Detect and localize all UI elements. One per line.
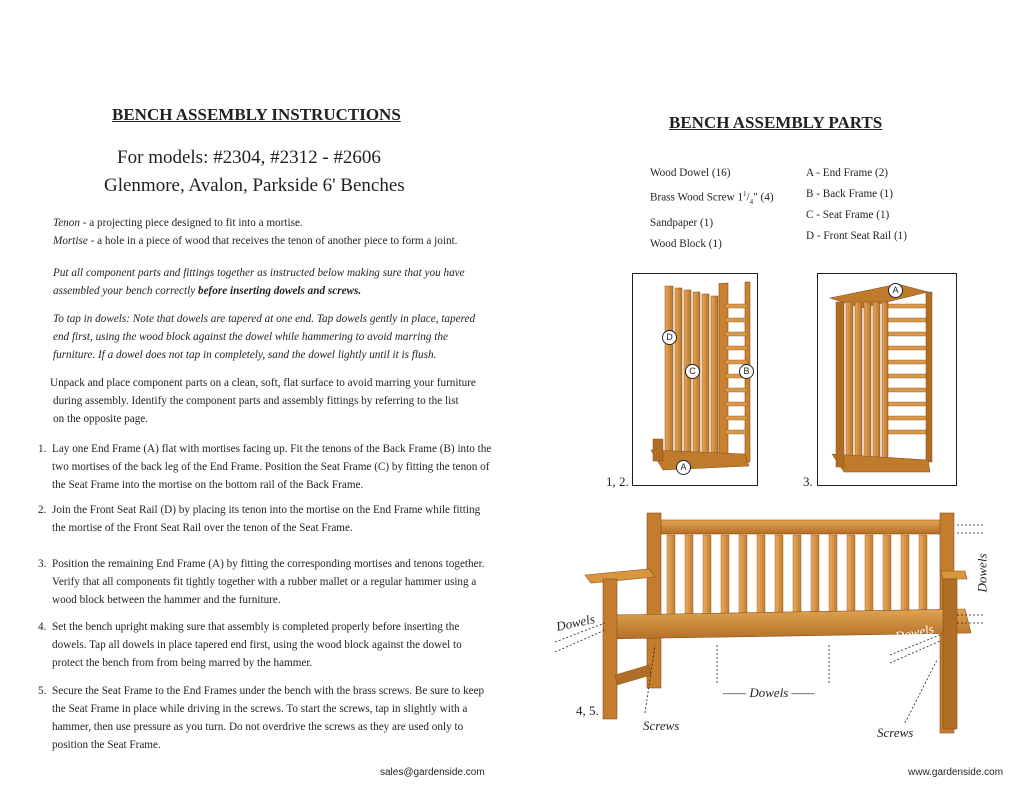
screw-prefix: Brass Wood Screw 1 (650, 191, 744, 204)
figure-3-illustration (818, 274, 956, 485)
dowel-line-3: furniture. If a dowel does not tap in completely, sand the dowel lightly until it is flush. (53, 349, 437, 361)
put-line-1: Put all component parts and fittings together as instructed below making sure that you have (53, 267, 465, 279)
part-wood-block: Wood Block (1) (650, 237, 722, 250)
mortise-definition (53, 232, 513, 250)
tenon-term: Tenon (53, 217, 80, 229)
screws-label-right: Screws (877, 725, 914, 740)
label-c: C (685, 364, 700, 379)
mortise-term: Mortise (53, 235, 88, 247)
figure-3-label: 3. (803, 474, 813, 489)
put-line-2 (53, 282, 513, 300)
website-link[interactable]: www.gardenside.com (908, 767, 1004, 778)
mortise-def: - a hole in a piece of wood that receives the tenon of another piece to form a joint. (87, 235, 458, 247)
step-text: Lay one End Frame (A) flat with mortises facing up. Fit the tenons of the Back Frame (B) into the two mortises of the back leg of the End Frame. Position the Seat Frame (C) by fitting the tenon of the Seat Frame into the mortise on the bottom rail of the Back Frame. (52, 443, 492, 491)
part-brass-screw: Brass Wood Screw $1^1/_4$" (4) (650, 190, 774, 206)
figure-4-5-label: 4, 5. (576, 703, 599, 718)
figure-3-frame (817, 273, 957, 486)
part-sandpaper: Sandpaper (1) (650, 216, 714, 229)
label-a-top: A (888, 283, 903, 298)
label-d: D (662, 330, 677, 345)
screw-suffix: " (4) (753, 191, 774, 204)
step-4 (38, 618, 498, 672)
bench-illustration (545, 505, 1020, 755)
put-line-2a: assembled your bench correctly (53, 285, 198, 297)
step-2 (38, 501, 498, 537)
figure-1-2-label: 1, 2. (606, 474, 629, 489)
screws-label-left: Screws (643, 718, 680, 733)
parts-list-left (650, 163, 774, 255)
dowel-line-1: To tap in dowels: Note that dowels are tapered at one end. Tap dowels gently in place, tapered (53, 313, 476, 325)
models-line1: For models: #2304, #2312 - #2606 (117, 147, 381, 168)
put-together-note (53, 264, 513, 300)
step-number: 5. (38, 685, 47, 697)
put-line-2b: before inserting dowels and screws. (197, 285, 362, 297)
step-text: Secure the Seat Frame to the End Frames under the bench with the brass screws. Be sure to keep the Seat Frame in place while driving in the screws. To start the screws, tap in slightly with a hammer, then use pressure as you turn. Do not overdrive the screws as they are used only to position the Seat Frame. (52, 685, 485, 751)
dowels-label-center: —— Dowels —— (723, 685, 815, 700)
instructions-title: BENCH ASSEMBLY INSTRUCTIONS (112, 105, 401, 124)
tenon-def: - a projecting piece designed to fit into a mortise. (79, 217, 303, 229)
step-number: 3. (38, 558, 47, 570)
part-seat-frame: C - Seat Frame (1) (806, 209, 890, 221)
dowel-line-2: end first, using the wood block against the dowel while hammering to avoid marring the (53, 331, 448, 343)
step-5 (38, 682, 498, 754)
dowels-label-left: Dowels (554, 611, 597, 634)
step-number: 1. (38, 443, 47, 455)
figure-4-5 (545, 505, 1020, 755)
part-front-seat-rail: D - Front Seat Rail (1) (806, 230, 907, 242)
parts-list-right (806, 163, 907, 247)
step-number: 2. (38, 504, 47, 516)
figure-1-2-illustration (633, 274, 757, 485)
dowel-note (53, 310, 513, 364)
part-end-frame: A - End Frame (2) (806, 167, 889, 179)
unpack-line-2: during assembly. Identify the component parts and assembly fittings by referring to the list (53, 395, 459, 407)
parts-title: BENCH ASSEMBLY PARTS (669, 113, 883, 132)
step-text: Set the bench upright making sure that assembly is completed properly before inserting the dowels. Tap all dowels in place tapered end first, using the wood block against the dowel to protect the bench from from being marred by the hammer. (52, 621, 462, 669)
screw-frac-den: 4 (749, 197, 754, 206)
models-line2: Glenmore, Avalon, Parkside 6' Benches (104, 175, 405, 196)
step-text: Join the Front Seat Rail (D) by placing its tenon into the mortise on the End Frame while fitting the mortise of the Front Seat Rail over the tenon of the Seat Frame. (52, 504, 481, 534)
unpack-line-3: on the opposite page. (53, 413, 149, 425)
part-back-frame: B - Back Frame (1) (806, 188, 893, 200)
tenon-definition (53, 214, 513, 232)
definitions (53, 214, 513, 250)
step-3 (38, 555, 498, 609)
label-a: A (676, 460, 691, 475)
step-1 (38, 440, 498, 494)
step-text: Position the remaining End Frame (A) by fitting the corresponding mortises and tenons together. Verify that all components fit tightly together with a rubber mallet or a regular hammer using a wood block between the hammer and the furniture. (52, 558, 485, 606)
unpack-note (50, 374, 510, 428)
dowels-label-seat: Dowels (893, 621, 936, 644)
dowels-label-right: Dowels (974, 553, 990, 593)
sales-email[interactable]: sales@gardenside.com (380, 767, 485, 778)
part-wood-dowel: Wood Dowel (16) (650, 167, 731, 179)
step-number: 4. (38, 621, 47, 633)
unpack-line-1: Unpack and place component parts on a clean, soft, flat surface to avoid marring your furniture (50, 377, 476, 389)
screw-frac-num: 1 (743, 190, 747, 198)
figure-1-2-frame (632, 273, 758, 486)
label-b: B (739, 364, 754, 379)
models-block (104, 144, 405, 200)
